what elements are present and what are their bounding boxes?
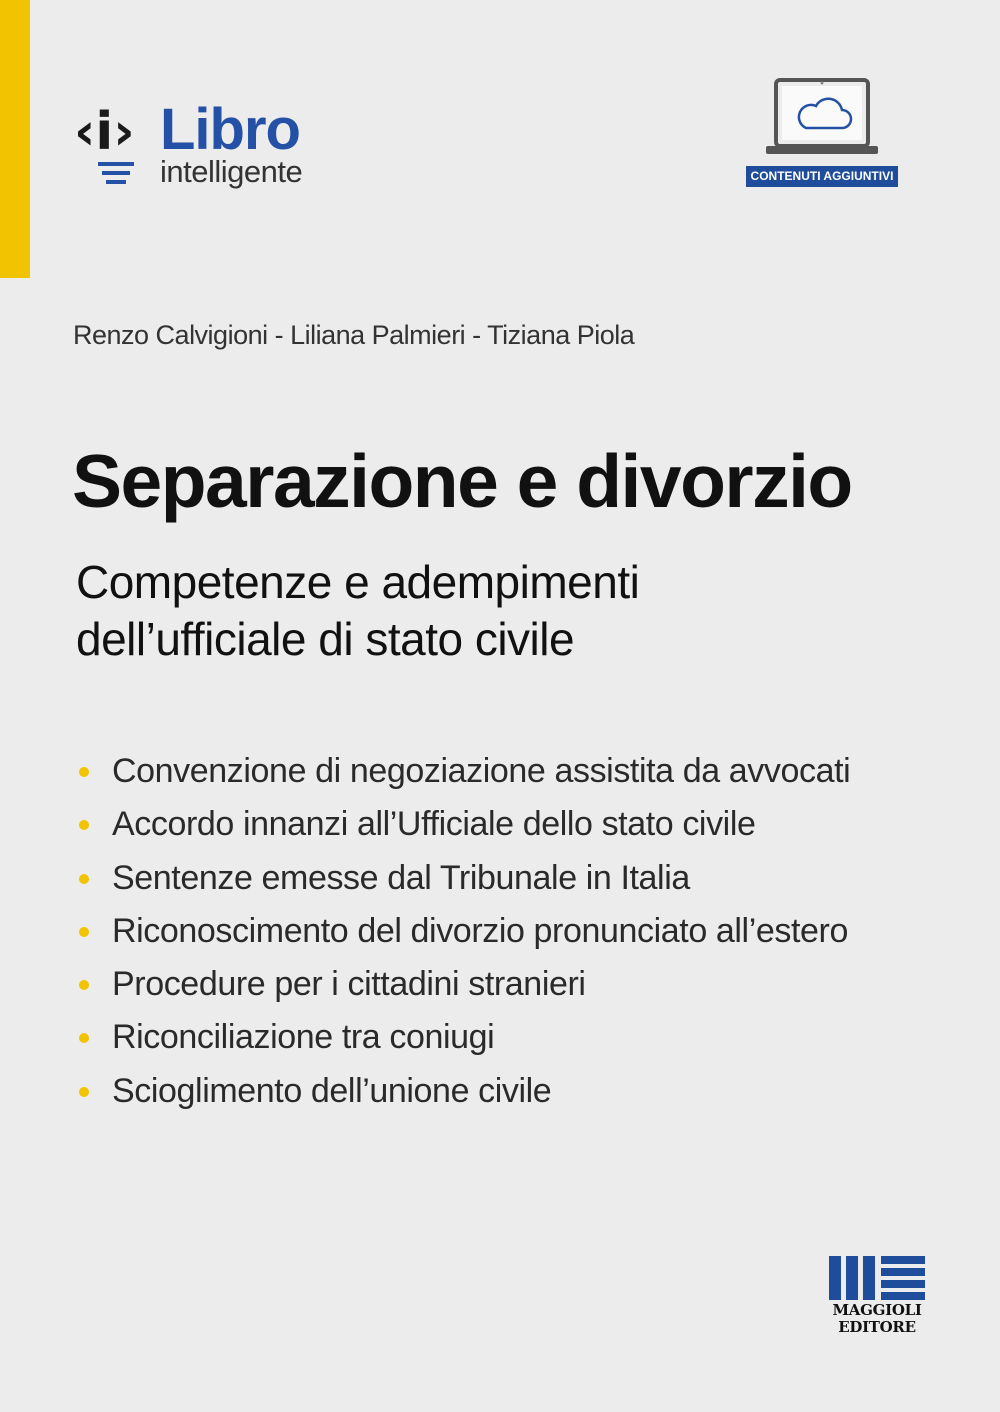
list-item-text: Riconciliazione tra coniugi	[112, 1018, 495, 1057]
ilibro-logo	[74, 96, 314, 206]
bullet-dot-icon	[79, 927, 89, 937]
lightbulb-lines-icon	[98, 162, 134, 189]
list-item	[76, 908, 850, 961]
logo-brand: Libro	[160, 97, 300, 162]
bullet-dot-icon	[79, 820, 89, 830]
extra-content-label: CONTENUTI AGGIUNTIVI	[746, 166, 898, 187]
maggioli-mark-icon	[829, 1256, 925, 1300]
list-item-text: Convenzione di negoziazione assistita da avvocati	[112, 752, 851, 790]
yellow-accent-bar	[0, 0, 30, 278]
list-item	[76, 961, 850, 1014]
subtitle-line-2: dell’ufficiale di stato civile	[76, 613, 575, 666]
subtitle-line-1: Competenze e adempimenti	[76, 556, 640, 608]
bullet-dot-icon	[79, 767, 89, 777]
list-item-text: Sentenze emesse dal Tribunale in Italia	[112, 858, 690, 897]
list-item	[76, 1068, 850, 1121]
bullet-dot-icon	[79, 1087, 89, 1097]
list-item-text: Procedure per i cittadini stranieri	[112, 965, 586, 1004]
book-subtitle	[76, 554, 639, 668]
list-item	[76, 801, 850, 854]
logo-brackets: ‹i›	[74, 102, 135, 162]
bullet-dot-icon	[79, 980, 89, 990]
extra-content-badge[interactable]	[746, 78, 898, 188]
list-item-text: Scioglimento dell’unione civile	[112, 1071, 552, 1110]
list-item	[76, 855, 850, 908]
bullet-dot-icon	[79, 1033, 89, 1043]
laptop-cloud-icon	[766, 78, 878, 162]
list-item-text: Accordo innanzi all’Ufficiale dello stato civile	[112, 805, 756, 844]
list-item-text: Riconoscimento del divorzio pronunciato all’estero	[112, 911, 848, 950]
list-item	[76, 1014, 850, 1067]
list-item	[76, 748, 850, 801]
publisher-name: MAGGIOLI EDITORE	[832, 1301, 922, 1336]
topics-list	[76, 748, 850, 1121]
book-title: Separazione e divorzio	[72, 439, 852, 523]
publisher-logo	[827, 1256, 927, 1340]
logo-tagline: intelligente	[160, 154, 303, 189]
authors-line: Renzo Calvigioni - Liliana Palmieri - Tiziana Piola	[73, 320, 635, 350]
bullet-dot-icon	[79, 874, 89, 884]
